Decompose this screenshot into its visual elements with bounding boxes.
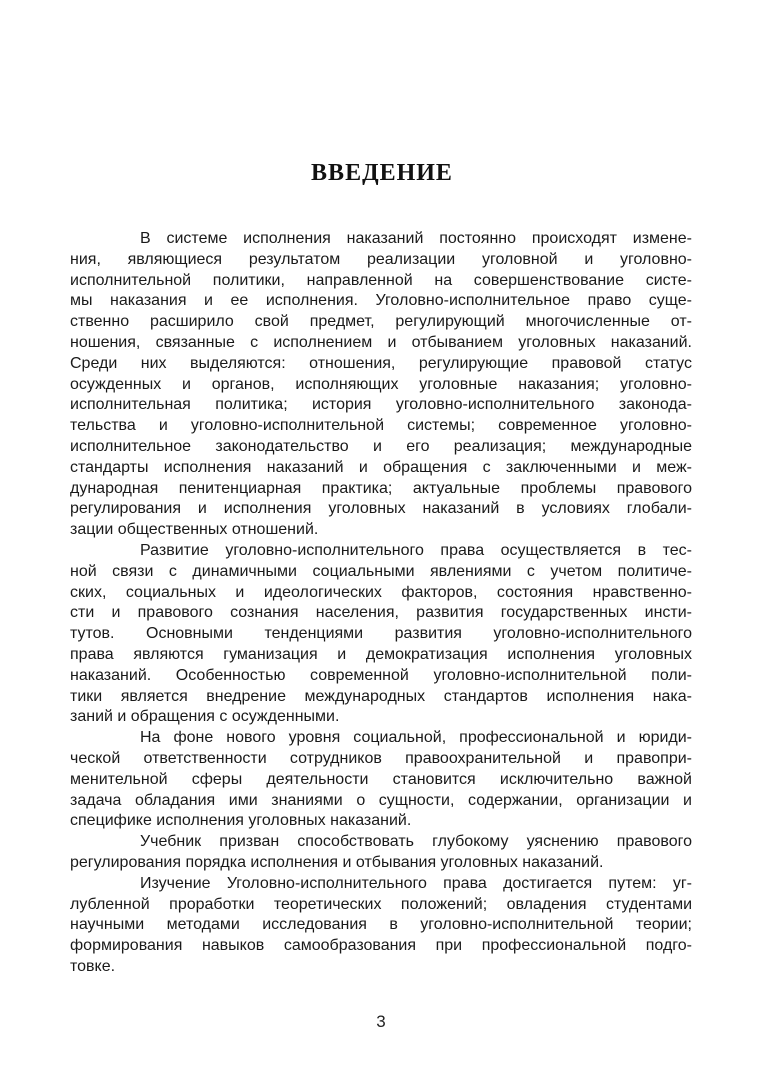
text-line: Изучение Уголовно-исполнительного права достигается путем: уг- <box>140 874 692 892</box>
paragraph <box>70 229 692 541</box>
text-line: мы наказания и ее исполнения. Уголовно-исполнительное право суще- <box>70 292 692 310</box>
paragraph <box>70 874 692 978</box>
text-line: специфике исполнения уголовных наказаний. <box>70 812 412 830</box>
text-line: права являются гуманизация и демократизация исполнения уголовных <box>70 645 692 663</box>
text-line: товке. <box>70 957 116 975</box>
text-line: ной связи с динамичными социальными явлениями с учетом политиче- <box>70 562 692 580</box>
text-line: лубленной проработки теоретических положений; овладения студентами <box>70 895 692 913</box>
text-line: В системе исполнения наказаний постоянно происходят измене- <box>140 230 692 247</box>
text-line: регулирования порядка исполнения и отбывания уголовных наказаний. <box>70 853 604 871</box>
text-line: стандарты исполнения наказаний и обращения с заключенными и меж- <box>70 458 692 476</box>
text-line: осужденных и органов, исполняющих уголовные наказания; уголовно- <box>70 375 692 393</box>
text-line: исполнительной политики, направленной на совершенствование систе- <box>70 271 692 289</box>
text-line: формирования навыков самообразования при профессиональной подго- <box>70 937 692 955</box>
text-line: ческой ответственности сотрудников правоохранительной и правопри- <box>70 749 692 767</box>
text-line: сти и правового сознания населения, развития государственных инсти- <box>70 604 692 622</box>
body-text <box>70 229 692 978</box>
text-line: наказаний. Особенностью современной уголовно-исполнительной поли- <box>70 666 692 684</box>
text-line: На фоне нового уровня социальной, профессиональной и юриди- <box>140 729 692 747</box>
page-number: 3 <box>376 1012 386 1031</box>
text-line: дународная пенитенциарная практика; актуальные проблемы правового <box>70 479 692 497</box>
text-line: тутов. Основными тенденциями развития уголовно-исполнительного <box>70 625 692 643</box>
text-line: тельства и уголовно-исполнительной системы; современное уголовно- <box>70 417 692 435</box>
text-line: ния, являющиеся результатом реализации уголовной и уголовно- <box>70 250 692 268</box>
text-line: Среди них выделяются: отношения, регулирующие правовой статус <box>70 354 692 372</box>
text-line: ских, социальных и идеологических факторов, состояния нравственно- <box>70 583 692 601</box>
paragraph <box>70 832 692 874</box>
text-line: научными методами исследования в уголовно-исполнительной теории; <box>70 916 692 934</box>
text-line: исполнительное законодательство и его реализация; международные <box>70 437 692 455</box>
text-line: заний и обращения с осужденными. <box>70 708 340 726</box>
text-line: ственно расширило свой предмет, регулирующий многочисленные от- <box>70 313 692 331</box>
text-line: тики является внедрение международных стандартов исполнения нака- <box>70 687 692 705</box>
text-line: Развитие уголовно-исполнительного права осуществляется в тес- <box>140 541 692 559</box>
page-title: ВВЕДЕНИЕ <box>311 160 453 186</box>
text-line: ношения, связанные с исполнением и отбыванием уголовных наказаний. <box>70 333 692 351</box>
text-line: исполнительная политика; история уголовно-исполнительного законода- <box>70 396 692 414</box>
text-line: менительной сферы деятельности становится исключительно важной <box>70 770 692 788</box>
paragraph <box>70 728 692 832</box>
text-line: регулирования и исполнения уголовных наказаний в условиях глобали- <box>70 500 692 518</box>
text-line: Учебник призван способствовать глубокому уяснению правового <box>140 833 692 851</box>
paragraph <box>70 541 692 728</box>
text-line: задача обладания ими знаниями о сущности, содержании, организации и <box>70 791 692 809</box>
text-line: зации общественных отношений. <box>70 521 319 539</box>
